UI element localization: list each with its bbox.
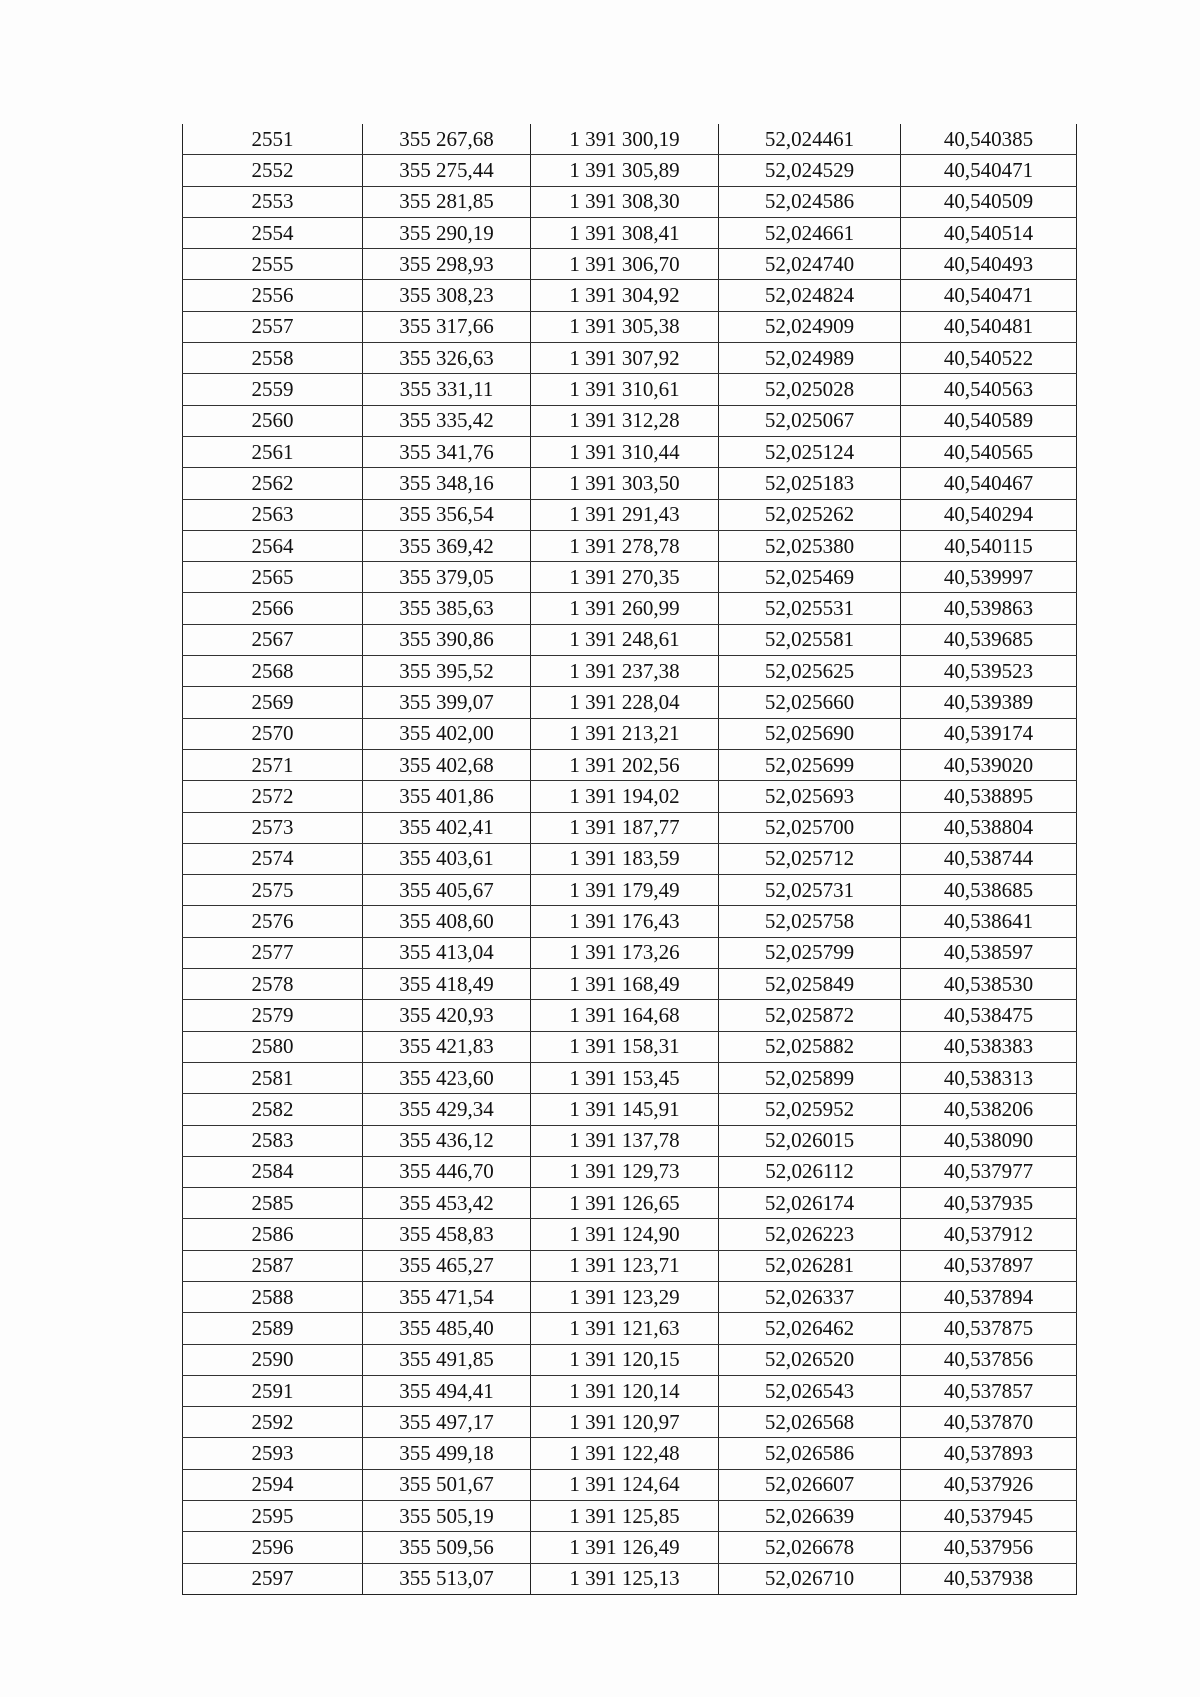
table-row: [183, 969, 1077, 1000]
longitude-cell: 40,538383: [901, 1031, 1077, 1062]
table-row: [183, 499, 1077, 530]
y-coordinate-cell: 1 391 310,44: [531, 436, 719, 467]
x-coordinate-cell: 355 405,67: [363, 875, 531, 906]
latitude-cell: 52,024989: [719, 343, 901, 374]
x-coordinate-cell: 355 418,49: [363, 969, 531, 1000]
y-coordinate-cell: 1 391 125,13: [531, 1563, 719, 1594]
x-coordinate-cell: 355 501,67: [363, 1469, 531, 1500]
point-number-cell: 2589: [183, 1313, 363, 1344]
point-number-cell: 2567: [183, 624, 363, 655]
x-coordinate-cell: 355 491,85: [363, 1344, 531, 1375]
longitude-cell: 40,540509: [901, 186, 1077, 217]
longitude-cell: 40,539389: [901, 687, 1077, 718]
y-coordinate-cell: 1 391 137,78: [531, 1125, 719, 1156]
table-row: [183, 593, 1077, 624]
x-coordinate-cell: 355 453,42: [363, 1188, 531, 1219]
point-number-cell: 2593: [183, 1438, 363, 1469]
x-coordinate-cell: 355 326,63: [363, 343, 531, 374]
y-coordinate-cell: 1 391 187,77: [531, 812, 719, 843]
table-row: [183, 374, 1077, 405]
table-row: [183, 1563, 1077, 1594]
point-number-cell: 2556: [183, 280, 363, 311]
table-row: [183, 1000, 1077, 1031]
x-coordinate-cell: 355 429,34: [363, 1094, 531, 1125]
latitude-cell: 52,025183: [719, 468, 901, 499]
point-number-cell: 2585: [183, 1188, 363, 1219]
point-number-cell: 2565: [183, 562, 363, 593]
point-number-cell: 2576: [183, 906, 363, 937]
table-row: [183, 217, 1077, 248]
y-coordinate-cell: 1 391 228,04: [531, 687, 719, 718]
x-coordinate-cell: 355 317,66: [363, 311, 531, 342]
latitude-cell: 52,025693: [719, 781, 901, 812]
point-number-cell: 2575: [183, 875, 363, 906]
latitude-cell: 52,026586: [719, 1438, 901, 1469]
longitude-cell: 40,540563: [901, 374, 1077, 405]
longitude-cell: 40,540467: [901, 468, 1077, 499]
longitude-cell: 40,537856: [901, 1344, 1077, 1375]
x-coordinate-cell: 355 402,00: [363, 718, 531, 749]
longitude-cell: 40,540294: [901, 499, 1077, 530]
table-row: [183, 1094, 1077, 1125]
latitude-cell: 52,024740: [719, 249, 901, 280]
y-coordinate-cell: 1 391 123,29: [531, 1281, 719, 1312]
latitude-cell: 52,026520: [719, 1344, 901, 1375]
longitude-cell: 40,538475: [901, 1000, 1077, 1031]
latitude-cell: 52,024529: [719, 155, 901, 186]
point-number-cell: 2552: [183, 155, 363, 186]
x-coordinate-cell: 355 267,68: [363, 124, 531, 155]
table-row: [183, 656, 1077, 687]
longitude-cell: 40,540589: [901, 405, 1077, 436]
latitude-cell: 52,024586: [719, 186, 901, 217]
point-number-cell: 2555: [183, 249, 363, 280]
x-coordinate-cell: 355 420,93: [363, 1000, 531, 1031]
y-coordinate-cell: 1 391 260,99: [531, 593, 719, 624]
y-coordinate-cell: 1 391 173,26: [531, 937, 719, 968]
x-coordinate-cell: 355 401,86: [363, 781, 531, 812]
table-row: [183, 1219, 1077, 1250]
latitude-cell: 52,025660: [719, 687, 901, 718]
longitude-cell: 40,537912: [901, 1219, 1077, 1250]
y-coordinate-cell: 1 391 120,14: [531, 1375, 719, 1406]
x-coordinate-cell: 355 385,63: [363, 593, 531, 624]
latitude-cell: 52,025712: [719, 843, 901, 874]
y-coordinate-cell: 1 391 124,64: [531, 1469, 719, 1500]
x-coordinate-cell: 355 513,07: [363, 1563, 531, 1594]
longitude-cell: 40,539020: [901, 749, 1077, 780]
latitude-cell: 52,026015: [719, 1125, 901, 1156]
y-coordinate-cell: 1 391 213,21: [531, 718, 719, 749]
point-number-cell: 2561: [183, 436, 363, 467]
latitude-cell: 52,025872: [719, 1000, 901, 1031]
table-row: [183, 186, 1077, 217]
table-row: [183, 405, 1077, 436]
y-coordinate-cell: 1 391 164,68: [531, 1000, 719, 1031]
table-row: [183, 1250, 1077, 1281]
latitude-cell: 52,026543: [719, 1375, 901, 1406]
table-row: [183, 530, 1077, 561]
longitude-cell: 40,539863: [901, 593, 1077, 624]
longitude-cell: 40,537977: [901, 1156, 1077, 1187]
y-coordinate-cell: 1 391 176,43: [531, 906, 719, 937]
point-number-cell: 2564: [183, 530, 363, 561]
point-number-cell: 2568: [183, 656, 363, 687]
longitude-cell: 40,537945: [901, 1501, 1077, 1532]
x-coordinate-cell: 355 505,19: [363, 1501, 531, 1532]
table-row: [183, 343, 1077, 374]
longitude-cell: 40,537938: [901, 1563, 1077, 1594]
latitude-cell: 52,026337: [719, 1281, 901, 1312]
latitude-cell: 52,025067: [719, 405, 901, 436]
x-coordinate-cell: 355 308,23: [363, 280, 531, 311]
point-number-cell: 2596: [183, 1532, 363, 1563]
y-coordinate-cell: 1 391 237,38: [531, 656, 719, 687]
point-number-cell: 2574: [183, 843, 363, 874]
latitude-cell: 52,026174: [719, 1188, 901, 1219]
point-number-cell: 2571: [183, 749, 363, 780]
y-coordinate-cell: 1 391 310,61: [531, 374, 719, 405]
y-coordinate-cell: 1 391 307,92: [531, 343, 719, 374]
y-coordinate-cell: 1 391 270,35: [531, 562, 719, 593]
latitude-cell: 52,025731: [719, 875, 901, 906]
table-row: [183, 624, 1077, 655]
x-coordinate-cell: 355 402,41: [363, 812, 531, 843]
table-row: [183, 1344, 1077, 1375]
longitude-cell: 40,538804: [901, 812, 1077, 843]
longitude-cell: 40,540514: [901, 217, 1077, 248]
y-coordinate-cell: 1 391 305,38: [531, 311, 719, 342]
latitude-cell: 52,026568: [719, 1407, 901, 1438]
table-row: [183, 280, 1077, 311]
longitude-cell: 40,537870: [901, 1407, 1077, 1438]
y-coordinate-cell: 1 391 145,91: [531, 1094, 719, 1125]
point-number-cell: 2592: [183, 1407, 363, 1438]
x-coordinate-cell: 355 356,54: [363, 499, 531, 530]
longitude-cell: 40,538206: [901, 1094, 1077, 1125]
y-coordinate-cell: 1 391 158,31: [531, 1031, 719, 1062]
y-coordinate-cell: 1 391 306,70: [531, 249, 719, 280]
table-row: [183, 1438, 1077, 1469]
x-coordinate-cell: 355 494,41: [363, 1375, 531, 1406]
y-coordinate-cell: 1 391 291,43: [531, 499, 719, 530]
table-row: [183, 1407, 1077, 1438]
latitude-cell: 52,025380: [719, 530, 901, 561]
longitude-cell: 40,539523: [901, 656, 1077, 687]
y-coordinate-cell: 1 391 168,49: [531, 969, 719, 1000]
x-coordinate-cell: 355 399,07: [363, 687, 531, 718]
point-number-cell: 2563: [183, 499, 363, 530]
x-coordinate-cell: 355 298,93: [363, 249, 531, 280]
table-row: [183, 718, 1077, 749]
x-coordinate-cell: 355 485,40: [363, 1313, 531, 1344]
table-row: [183, 1156, 1077, 1187]
latitude-cell: 52,025531: [719, 593, 901, 624]
longitude-cell: 40,540493: [901, 249, 1077, 280]
longitude-cell: 40,537875: [901, 1313, 1077, 1344]
latitude-cell: 52,026678: [719, 1532, 901, 1563]
x-coordinate-cell: 355 331,11: [363, 374, 531, 405]
x-coordinate-cell: 355 395,52: [363, 656, 531, 687]
longitude-cell: 40,538597: [901, 937, 1077, 968]
latitude-cell: 52,025899: [719, 1062, 901, 1093]
x-coordinate-cell: 355 471,54: [363, 1281, 531, 1312]
table-row: [183, 1501, 1077, 1532]
y-coordinate-cell: 1 391 300,19: [531, 124, 719, 155]
point-number-cell: 2572: [183, 781, 363, 812]
x-coordinate-cell: 355 341,76: [363, 436, 531, 467]
point-number-cell: 2588: [183, 1281, 363, 1312]
table-row: [183, 1125, 1077, 1156]
point-number-cell: 2569: [183, 687, 363, 718]
latitude-cell: 52,025700: [719, 812, 901, 843]
point-number-cell: 2586: [183, 1219, 363, 1250]
x-coordinate-cell: 355 379,05: [363, 562, 531, 593]
x-coordinate-cell: 355 369,42: [363, 530, 531, 561]
table-row: [183, 1031, 1077, 1062]
point-number-cell: 2554: [183, 217, 363, 248]
table-row: [183, 1375, 1077, 1406]
longitude-cell: 40,537897: [901, 1250, 1077, 1281]
point-number-cell: 2570: [183, 718, 363, 749]
y-coordinate-cell: 1 391 312,28: [531, 405, 719, 436]
longitude-cell: 40,537926: [901, 1469, 1077, 1500]
x-coordinate-cell: 355 509,56: [363, 1532, 531, 1563]
point-number-cell: 2577: [183, 937, 363, 968]
y-coordinate-cell: 1 391 305,89: [531, 155, 719, 186]
x-coordinate-cell: 355 413,04: [363, 937, 531, 968]
point-number-cell: 2594: [183, 1469, 363, 1500]
latitude-cell: 52,025952: [719, 1094, 901, 1125]
longitude-cell: 40,538895: [901, 781, 1077, 812]
longitude-cell: 40,540385: [901, 124, 1077, 155]
x-coordinate-cell: 355 390,86: [363, 624, 531, 655]
latitude-cell: 52,024461: [719, 124, 901, 155]
x-coordinate-cell: 355 408,60: [363, 906, 531, 937]
point-number-cell: 2551: [183, 124, 363, 155]
y-coordinate-cell: 1 391 308,41: [531, 217, 719, 248]
table-row: [183, 875, 1077, 906]
point-number-cell: 2558: [183, 343, 363, 374]
y-coordinate-cell: 1 391 303,50: [531, 468, 719, 499]
y-coordinate-cell: 1 391 125,85: [531, 1501, 719, 1532]
point-number-cell: 2583: [183, 1125, 363, 1156]
longitude-cell: 40,540471: [901, 155, 1077, 186]
y-coordinate-cell: 1 391 120,15: [531, 1344, 719, 1375]
latitude-cell: 52,024909: [719, 311, 901, 342]
latitude-cell: 52,026112: [719, 1156, 901, 1187]
point-number-cell: 2582: [183, 1094, 363, 1125]
latitude-cell: 52,025758: [719, 906, 901, 937]
y-coordinate-cell: 1 391 120,97: [531, 1407, 719, 1438]
longitude-cell: 40,538641: [901, 906, 1077, 937]
latitude-cell: 52,025262: [719, 499, 901, 530]
y-coordinate-cell: 1 391 122,48: [531, 1438, 719, 1469]
point-number-cell: 2560: [183, 405, 363, 436]
x-coordinate-cell: 355 348,16: [363, 468, 531, 499]
point-number-cell: 2581: [183, 1062, 363, 1093]
table-row: [183, 937, 1077, 968]
point-number-cell: 2559: [183, 374, 363, 405]
coordinates-table: [182, 124, 1077, 1595]
table-row: [183, 843, 1077, 874]
x-coordinate-cell: 355 499,18: [363, 1438, 531, 1469]
x-coordinate-cell: 355 403,61: [363, 843, 531, 874]
longitude-cell: 40,540471: [901, 280, 1077, 311]
table-row: [183, 155, 1077, 186]
y-coordinate-cell: 1 391 278,78: [531, 530, 719, 561]
longitude-cell: 40,538313: [901, 1062, 1077, 1093]
latitude-cell: 52,025849: [719, 969, 901, 1000]
table-row: [183, 1313, 1077, 1344]
y-coordinate-cell: 1 391 123,71: [531, 1250, 719, 1281]
table-row: [183, 906, 1077, 937]
point-number-cell: 2587: [183, 1250, 363, 1281]
latitude-cell: 52,026639: [719, 1501, 901, 1532]
longitude-cell: 40,539174: [901, 718, 1077, 749]
longitude-cell: 40,540115: [901, 530, 1077, 561]
latitude-cell: 52,026223: [719, 1219, 901, 1250]
table-row: [183, 124, 1077, 155]
point-number-cell: 2579: [183, 1000, 363, 1031]
point-number-cell: 2590: [183, 1344, 363, 1375]
point-number-cell: 2580: [183, 1031, 363, 1062]
point-number-cell: 2584: [183, 1156, 363, 1187]
table-row: [183, 1188, 1077, 1219]
latitude-cell: 52,024661: [719, 217, 901, 248]
point-number-cell: 2566: [183, 593, 363, 624]
latitude-cell: 52,026710: [719, 1563, 901, 1594]
table-row: [183, 781, 1077, 812]
y-coordinate-cell: 1 391 304,92: [531, 280, 719, 311]
point-number-cell: 2553: [183, 186, 363, 217]
latitude-cell: 52,025581: [719, 624, 901, 655]
table-row: [183, 562, 1077, 593]
latitude-cell: 52,025028: [719, 374, 901, 405]
table-row: [183, 1469, 1077, 1500]
longitude-cell: 40,537956: [901, 1532, 1077, 1563]
y-coordinate-cell: 1 391 183,59: [531, 843, 719, 874]
longitude-cell: 40,537893: [901, 1438, 1077, 1469]
longitude-cell: 40,538530: [901, 969, 1077, 1000]
longitude-cell: 40,538744: [901, 843, 1077, 874]
y-coordinate-cell: 1 391 248,61: [531, 624, 719, 655]
y-coordinate-cell: 1 391 153,45: [531, 1062, 719, 1093]
point-number-cell: 2595: [183, 1501, 363, 1532]
longitude-cell: 40,540522: [901, 343, 1077, 374]
latitude-cell: 52,024824: [719, 280, 901, 311]
y-coordinate-cell: 1 391 124,90: [531, 1219, 719, 1250]
table-row: [183, 687, 1077, 718]
x-coordinate-cell: 355 402,68: [363, 749, 531, 780]
x-coordinate-cell: 355 423,60: [363, 1062, 531, 1093]
latitude-cell: 52,025690: [719, 718, 901, 749]
y-coordinate-cell: 1 391 126,49: [531, 1532, 719, 1563]
latitude-cell: 52,026281: [719, 1250, 901, 1281]
longitude-cell: 40,538685: [901, 875, 1077, 906]
x-coordinate-cell: 355 497,17: [363, 1407, 531, 1438]
point-number-cell: 2562: [183, 468, 363, 499]
latitude-cell: 52,026462: [719, 1313, 901, 1344]
table-row: [183, 468, 1077, 499]
longitude-cell: 40,537894: [901, 1281, 1077, 1312]
y-coordinate-cell: 1 391 126,65: [531, 1188, 719, 1219]
table-row: [183, 249, 1077, 280]
y-coordinate-cell: 1 391 179,49: [531, 875, 719, 906]
latitude-cell: 52,025699: [719, 749, 901, 780]
table-row: [183, 812, 1077, 843]
x-coordinate-cell: 355 446,70: [363, 1156, 531, 1187]
longitude-cell: 40,540565: [901, 436, 1077, 467]
y-coordinate-cell: 1 391 308,30: [531, 186, 719, 217]
longitude-cell: 40,539997: [901, 562, 1077, 593]
x-coordinate-cell: 355 290,19: [363, 217, 531, 248]
latitude-cell: 52,025882: [719, 1031, 901, 1062]
point-number-cell: 2557: [183, 311, 363, 342]
x-coordinate-cell: 355 465,27: [363, 1250, 531, 1281]
table-row: [183, 1532, 1077, 1563]
longitude-cell: 40,537857: [901, 1375, 1077, 1406]
point-number-cell: 2591: [183, 1375, 363, 1406]
longitude-cell: 40,537935: [901, 1188, 1077, 1219]
x-coordinate-cell: 355 458,83: [363, 1219, 531, 1250]
latitude-cell: 52,026607: [719, 1469, 901, 1500]
latitude-cell: 52,025625: [719, 656, 901, 687]
y-coordinate-cell: 1 391 129,73: [531, 1156, 719, 1187]
longitude-cell: 40,538090: [901, 1125, 1077, 1156]
x-coordinate-cell: 355 436,12: [363, 1125, 531, 1156]
latitude-cell: 52,025124: [719, 436, 901, 467]
table-row: [183, 436, 1077, 467]
table-row: [183, 1062, 1077, 1093]
x-coordinate-cell: 355 421,83: [363, 1031, 531, 1062]
x-coordinate-cell: 355 281,85: [363, 186, 531, 217]
x-coordinate-cell: 355 335,42: [363, 405, 531, 436]
longitude-cell: 40,539685: [901, 624, 1077, 655]
x-coordinate-cell: 355 275,44: [363, 155, 531, 186]
point-number-cell: 2573: [183, 812, 363, 843]
longitude-cell: 40,540481: [901, 311, 1077, 342]
table-row: [183, 1281, 1077, 1312]
y-coordinate-cell: 1 391 202,56: [531, 749, 719, 780]
table-row: [183, 749, 1077, 780]
coordinates-table-body: [183, 124, 1077, 1594]
latitude-cell: 52,025469: [719, 562, 901, 593]
y-coordinate-cell: 1 391 194,02: [531, 781, 719, 812]
table-row: [183, 311, 1077, 342]
point-number-cell: 2597: [183, 1563, 363, 1594]
point-number-cell: 2578: [183, 969, 363, 1000]
y-coordinate-cell: 1 391 121,63: [531, 1313, 719, 1344]
latitude-cell: 52,025799: [719, 937, 901, 968]
